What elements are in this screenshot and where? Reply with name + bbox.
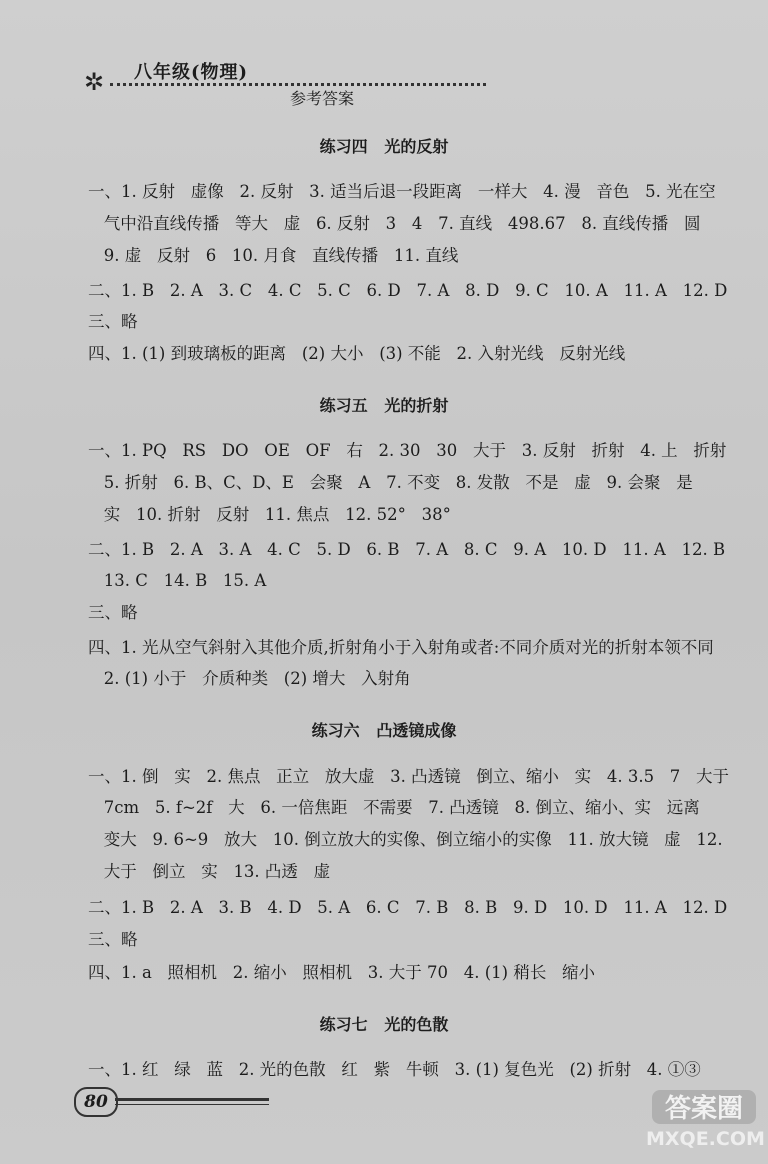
page-number: 80 [74, 1087, 118, 1117]
section-title: 练习四 光的反射 [319, 137, 449, 156]
answer-line: 二、1. B 2. A 3. A 4. C 5. D 6. B 7. A 8. C 9. A 10. D 11. A 12. B [88, 540, 726, 559]
answer-line: 四、1. (1) 到玻璃板的距离 (2) 大小 (3) 不能 2. 入射光线 反射光线 [88, 344, 626, 363]
answer-line: 实 10. 折射 反射 11. 焦点 12. 52° 38° [88, 505, 451, 524]
page-header [84, 56, 484, 108]
answer-line: 5. 折射 6. B、C、D、E 会聚 A 7. 不变 8. 发散 不是 虚 9. 会聚 是 [88, 473, 693, 492]
section-title: 练习五 光的折射 [319, 396, 449, 415]
footer-rule-thin [115, 1104, 269, 1105]
answer-line: 13. C 14. B 15. A [88, 571, 267, 590]
answer-line: 四、1. 光从空气斜射入其他介质,折射角小于入射角或者:不同介质对光的折射本领不同 [88, 638, 714, 657]
section-title: 练习七 光的色散 [319, 1015, 449, 1034]
answer-line: 三、略 [88, 603, 138, 622]
watermark-site: MXQE.COM [646, 1128, 765, 1150]
answer-line: 四、1. a 照相机 2. 缩小 照相机 3. 大于 70 4. (1) 稍长 缩小 [88, 963, 596, 982]
answer-line: 一、1. 倒 实 2. 焦点 正立 放大虚 3. 凸透镜 倒立、缩小 实 4. 3.5 7 大于 [88, 767, 730, 786]
footer-rule [115, 1098, 269, 1101]
section-title: 练习六 凸透镜成像 [311, 721, 457, 740]
answer-line: 9. 虚 反射 6 10. 月食 直线传播 11. 直线 [88, 246, 459, 265]
grade-label: 八年级(物理) [134, 62, 249, 83]
answer-line: 二、1. B 2. A 3. C 4. C 5. C 6. D 7. A 8. D 9. C 10. A 11. A 12. D [88, 281, 728, 300]
svg-text:答案圈: 答案圈 [664, 1094, 744, 1124]
answer-line: 2. (1) 小于 介质种类 (2) 增大 入射角 [88, 669, 411, 688]
answer-line: 一、1. 反射 虚像 2. 反射 3. 适当后退一段距离 一样大 4. 漫 音色 5. 光在空 [88, 182, 716, 201]
answer-line: 大于 倒立 实 13. 凸透 虚 [88, 862, 331, 881]
answer-line: 气中沿直线传播 等大 虚 6. 反射 3 4 7. 直线 498.67 8. 直线传播 圆 [88, 214, 701, 233]
answer-line: 二、1. B 2. A 3. B 4. D 5. A 6. C 7. B 8. B 9. D 10. D 11. A 12. D [88, 898, 728, 917]
answer-line: 一、1. 红 绿 蓝 2. 光的色散 红 紫 牛顿 3. (1) 复色光 (2) 折射 4. ①③ [88, 1060, 701, 1079]
answer-line: 一、1. PQ RS DO OE OF 右 2. 30 30 大于 3. 反射 折射 4. 上 折射 [88, 441, 727, 460]
flower-ornament-icon: ✲ [84, 68, 105, 96]
answer-line: 7cm 5. f~2f 大 6. 一倍焦距 不需要 7. 凸透镜 8. 倒立、缩小、实 远离 [88, 798, 700, 817]
answer-line: 三、略 [88, 930, 138, 949]
answer-line: 变大 9. 6~9 放大 10. 倒立放大的实像、倒立缩小的实像 11. 放大镜 虚 12. [88, 830, 723, 849]
watermark-logo-icon [650, 1086, 758, 1128]
answer-line: 三、略 [88, 312, 138, 331]
answers-label: 参考答案 [290, 89, 355, 108]
